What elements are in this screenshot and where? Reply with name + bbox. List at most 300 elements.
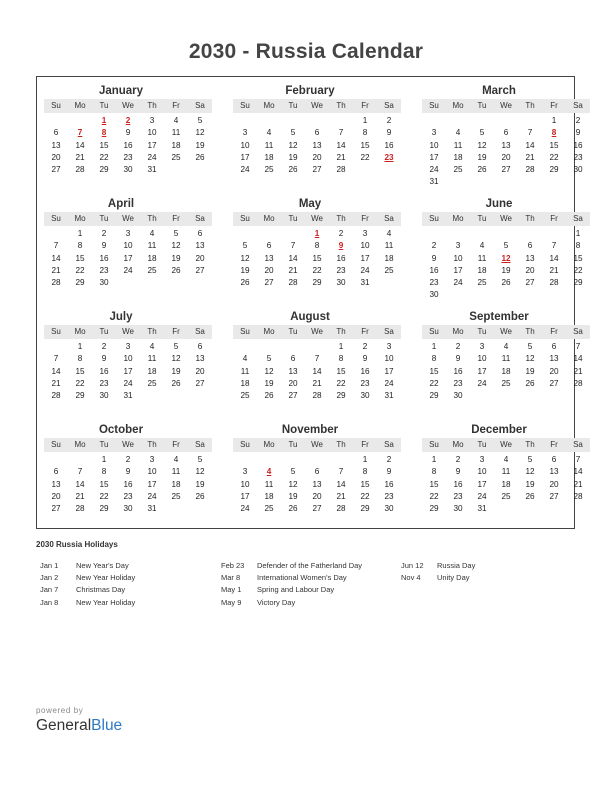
weekday-header: Fr <box>353 99 377 113</box>
day-cell: 7 <box>314 354 320 364</box>
day-cell: 11 <box>264 140 274 150</box>
day-cell: 14 <box>336 479 346 489</box>
day-cell: 10 <box>240 140 250 150</box>
day-cell: 20 <box>288 378 298 388</box>
day-cell: 27 <box>312 165 322 175</box>
day-cell: 23 <box>453 378 463 388</box>
day-cell: 29 <box>99 165 109 175</box>
weekday-header: Sa <box>566 438 590 452</box>
day-cell: 8 <box>431 467 437 477</box>
day-cell: 29 <box>549 165 559 175</box>
day-cell: 11 <box>384 241 394 251</box>
empty-day-cell <box>44 115 68 127</box>
weekday-header: Tu <box>281 438 305 452</box>
day-cell: 25 <box>453 165 463 175</box>
day-cell: 13 <box>264 253 274 263</box>
day-cell: 1 <box>77 342 83 351</box>
holiday-name: New Year Holiday <box>76 597 136 607</box>
day-cell: 31 <box>147 165 157 175</box>
day-cell: 27 <box>195 265 205 275</box>
empty-day-cell <box>422 228 446 240</box>
weekday-header: Th <box>140 325 164 339</box>
day-cell: 19 <box>195 479 205 489</box>
day-cell: 26 <box>525 378 535 388</box>
month-grid <box>422 212 583 302</box>
day-cell: 27 <box>195 378 205 388</box>
day-cell: 9 <box>575 128 581 138</box>
day-cell: 12 <box>240 253 250 263</box>
day-cell: 3 <box>479 342 485 351</box>
weekday-header: Th <box>140 438 164 452</box>
weekday-header: Th <box>518 99 542 113</box>
day-cell: 7 <box>527 128 533 138</box>
day-cell: 2 <box>362 342 368 351</box>
day-cell: 6 <box>314 467 320 477</box>
month-grid <box>422 325 583 402</box>
day-cell: 24 <box>477 491 487 501</box>
day-cell: 26 <box>264 391 274 401</box>
day-cell: 14 <box>288 253 298 263</box>
holiday-date: Jun 12 <box>401 561 424 570</box>
empty-day-cell <box>257 454 281 466</box>
day-cell: 19 <box>195 140 205 150</box>
weekday-header: Tu <box>92 325 116 339</box>
day-cell: 5 <box>290 128 296 138</box>
day-cell: 25 <box>171 152 181 162</box>
day-cell: 10 <box>240 479 250 489</box>
day-cell: 5 <box>197 455 203 464</box>
day-cell: 1 <box>431 455 437 464</box>
day-cell: 16 <box>429 265 439 275</box>
holiday-day-cell: 8 <box>551 128 557 138</box>
empty-day-cell <box>68 454 92 466</box>
day-cell: 12 <box>171 354 181 364</box>
day-cell: 1 <box>338 342 344 351</box>
empty-day-cell <box>305 454 329 466</box>
day-cell: 20 <box>525 265 535 275</box>
month-grid <box>233 212 394 289</box>
day-cell: 15 <box>99 479 109 489</box>
day-cell: 27 <box>264 278 274 288</box>
day-cell: 9 <box>125 467 131 477</box>
holiday-name: Russia Day <box>437 561 476 570</box>
day-cell: 29 <box>312 278 322 288</box>
day-cell: 9 <box>386 467 392 477</box>
day-cell: 22 <box>573 265 583 275</box>
day-cell: 9 <box>125 128 131 138</box>
day-cell: 13 <box>195 354 205 364</box>
day-cell: 19 <box>240 265 250 275</box>
day-cell: 14 <box>75 479 85 489</box>
holiday-date: Mar 8 <box>221 573 241 583</box>
month-name: July <box>109 311 133 323</box>
day-cell: 17 <box>240 152 250 162</box>
month-grid <box>233 99 394 176</box>
day-cell: 6 <box>551 342 557 351</box>
day-cell: 20 <box>195 253 205 263</box>
day-cell: 11 <box>171 128 181 138</box>
day-cell: 26 <box>195 152 205 162</box>
day-cell: 4 <box>503 342 509 351</box>
month-name: October <box>98 424 144 436</box>
day-cell: 24 <box>123 265 133 275</box>
weekday-header: Fr <box>353 212 377 226</box>
day-cell: 25 <box>171 491 181 501</box>
month-name: May <box>298 198 322 210</box>
day-cell: 17 <box>429 152 439 162</box>
empty-day-cell <box>281 115 305 127</box>
day-cell: 4 <box>479 241 485 251</box>
day-cell: 15 <box>429 479 439 489</box>
day-cell: 21 <box>336 152 346 162</box>
month-name: August <box>290 311 330 323</box>
weekday-header: Tu <box>92 438 116 452</box>
weekday-header: Th <box>329 325 353 339</box>
powered-by-text: powered by <box>36 706 84 715</box>
empty-day-cell <box>305 115 329 127</box>
day-cell: 9 <box>455 354 461 364</box>
empty-day-cell <box>233 341 257 353</box>
holiday-column-3 <box>401 560 475 584</box>
day-cell: 2 <box>386 455 392 464</box>
day-cell: 25 <box>264 165 274 175</box>
day-cell: 8 <box>338 354 344 364</box>
empty-day-cell <box>518 115 542 127</box>
month-grid <box>44 99 205 176</box>
weekday-header: Sa <box>377 438 401 452</box>
day-cell: 24 <box>453 278 463 288</box>
day-cell: 20 <box>549 366 559 376</box>
day-cell: 17 <box>147 479 157 489</box>
day-cell: 26 <box>240 278 250 288</box>
day-cell: 27 <box>501 165 511 175</box>
day-cell: 26 <box>501 278 511 288</box>
weekday-header: Th <box>518 212 542 226</box>
day-cell: 29 <box>99 504 109 514</box>
day-cell: 3 <box>455 241 461 251</box>
day-cell: 25 <box>264 504 274 514</box>
day-cell: 21 <box>573 479 583 489</box>
day-cell: 16 <box>99 366 109 376</box>
weekday-header: We <box>494 325 518 339</box>
weekday-header: We <box>116 212 140 226</box>
empty-day-cell <box>257 228 281 240</box>
day-cell: 6 <box>53 467 59 477</box>
weekday-header: Fr <box>542 212 566 226</box>
day-cell: 11 <box>147 354 157 364</box>
month-name: April <box>107 198 135 210</box>
day-cell: 18 <box>171 479 181 489</box>
empty-day-cell <box>446 115 470 127</box>
day-cell: 10 <box>384 354 394 364</box>
month-grid <box>44 438 205 515</box>
day-cell: 25 <box>501 378 511 388</box>
weekday-header: Su <box>422 325 446 339</box>
day-cell: 16 <box>384 140 394 150</box>
day-cell: 28 <box>573 378 583 388</box>
holiday-day-cell: 23 <box>384 152 394 162</box>
day-cell: 13 <box>51 140 61 150</box>
weekday-header: Th <box>518 438 542 452</box>
day-cell: 6 <box>290 354 296 364</box>
day-cell: 18 <box>501 366 511 376</box>
day-cell: 8 <box>77 354 83 364</box>
month-name: March <box>482 85 516 97</box>
day-cell: 2 <box>455 455 461 464</box>
day-cell: 28 <box>75 504 85 514</box>
day-cell: 28 <box>51 278 61 288</box>
weekday-header: We <box>116 438 140 452</box>
day-cell: 13 <box>549 467 559 477</box>
day-cell: 25 <box>477 278 487 288</box>
day-cell: 23 <box>123 491 133 501</box>
day-cell: 4 <box>455 128 461 138</box>
day-cell: 6 <box>197 342 203 351</box>
day-cell: 15 <box>99 140 109 150</box>
holiday-name: New Year's Day <box>76 561 129 570</box>
holiday-column-1 <box>40 560 135 609</box>
weekday-header: Mo <box>68 99 92 113</box>
day-cell: 11 <box>501 467 511 477</box>
empty-day-cell <box>494 228 518 240</box>
day-cell: 14 <box>336 140 346 150</box>
day-cell: 21 <box>75 152 85 162</box>
month-grid <box>233 438 394 515</box>
holiday-day-cell: 1 <box>101 116 107 125</box>
day-cell: 21 <box>573 366 583 376</box>
weekday-header: Th <box>329 212 353 226</box>
day-cell: 17 <box>384 366 394 376</box>
day-cell: 16 <box>360 366 370 376</box>
day-cell: 9 <box>386 128 392 138</box>
day-cell: 30 <box>453 391 463 401</box>
day-cell: 26 <box>477 165 487 175</box>
day-cell: 1 <box>431 342 437 351</box>
day-cell: 26 <box>288 504 298 514</box>
day-cell: 13 <box>525 253 535 263</box>
day-cell: 2 <box>101 229 107 238</box>
day-cell: 30 <box>123 165 133 175</box>
day-cell: 20 <box>501 152 511 162</box>
day-cell: 6 <box>197 229 203 238</box>
weekday-header: Fr <box>542 438 566 452</box>
day-cell: 19 <box>288 152 298 162</box>
day-cell: 31 <box>360 278 370 288</box>
weekday-header: Fr <box>164 99 188 113</box>
month-11 <box>233 423 394 515</box>
weekday-header: Tu <box>281 212 305 226</box>
day-cell: 16 <box>99 253 109 263</box>
empty-day-cell <box>446 228 470 240</box>
weekday-header: Sa <box>377 212 401 226</box>
day-cell: 7 <box>575 455 581 464</box>
day-cell: 28 <box>312 391 322 401</box>
day-cell: 19 <box>525 366 535 376</box>
day-cell: 30 <box>99 278 109 288</box>
day-cell: 24 <box>240 165 250 175</box>
day-cell: 10 <box>147 467 157 477</box>
day-cell: 20 <box>51 491 61 501</box>
day-cell: 2 <box>431 241 437 251</box>
day-cell: 10 <box>477 354 487 364</box>
day-cell: 13 <box>312 479 322 489</box>
day-cell: 3 <box>242 128 248 138</box>
day-cell: 15 <box>360 479 370 489</box>
day-cell: 16 <box>573 140 583 150</box>
day-cell: 5 <box>503 241 509 251</box>
weekday-header: We <box>305 438 329 452</box>
day-cell: 9 <box>101 241 107 251</box>
holiday-name: Unity Day <box>437 573 470 583</box>
day-cell: 17 <box>477 366 487 376</box>
day-cell: 25 <box>147 378 157 388</box>
day-cell: 18 <box>501 479 511 489</box>
day-cell: 3 <box>479 455 485 464</box>
day-cell: 10 <box>429 140 439 150</box>
day-cell: 30 <box>453 504 463 514</box>
day-cell: 29 <box>75 391 85 401</box>
day-cell: 3 <box>125 342 131 351</box>
day-cell: 22 <box>429 378 439 388</box>
day-cell: 12 <box>525 354 535 364</box>
day-cell: 24 <box>147 152 157 162</box>
day-cell: 18 <box>147 253 157 263</box>
day-cell: 21 <box>549 265 559 275</box>
day-cell: 6 <box>266 241 272 251</box>
day-cell: 11 <box>147 241 157 251</box>
weekday-header: Su <box>233 325 257 339</box>
day-cell: 19 <box>501 265 511 275</box>
weekday-header: Su <box>233 438 257 452</box>
day-cell: 22 <box>360 152 370 162</box>
day-cell: 12 <box>195 467 205 477</box>
day-cell: 23 <box>99 378 109 388</box>
day-cell: 22 <box>99 152 109 162</box>
day-cell: 18 <box>477 265 487 275</box>
day-cell: 13 <box>312 140 322 150</box>
month-4 <box>44 197 205 289</box>
holiday-date: Jan 1 <box>40 561 59 570</box>
day-cell: 24 <box>123 378 133 388</box>
day-cell: 17 <box>123 253 133 263</box>
day-cell: 11 <box>171 467 181 477</box>
day-cell: 7 <box>77 467 83 477</box>
day-cell: 16 <box>453 366 463 376</box>
weekday-header: Tu <box>470 212 494 226</box>
day-cell: 23 <box>99 265 109 275</box>
day-cell: 3 <box>431 128 437 138</box>
day-cell: 7 <box>338 128 344 138</box>
empty-day-cell <box>305 341 329 353</box>
day-cell: 5 <box>527 455 533 464</box>
day-cell: 30 <box>336 278 346 288</box>
weekday-header: Su <box>233 212 257 226</box>
day-cell: 21 <box>51 265 61 275</box>
month-2 <box>233 84 394 176</box>
day-cell: 4 <box>173 455 179 464</box>
day-cell: 12 <box>264 366 274 376</box>
day-cell: 31 <box>477 504 487 514</box>
weekday-header: We <box>305 99 329 113</box>
day-cell: 7 <box>53 241 59 251</box>
weekday-header: Fr <box>353 325 377 339</box>
day-cell: 10 <box>477 467 487 477</box>
day-cell: 13 <box>549 354 559 364</box>
day-cell: 25 <box>147 265 157 275</box>
day-cell: 18 <box>384 253 394 263</box>
weekday-header: We <box>116 325 140 339</box>
month-1 <box>44 84 205 176</box>
day-cell: 16 <box>384 479 394 489</box>
day-cell: 28 <box>573 491 583 501</box>
holiday-date: May 9 <box>221 597 242 607</box>
day-cell: 21 <box>51 378 61 388</box>
weekday-header: Mo <box>446 99 470 113</box>
weekday-header: Fr <box>164 325 188 339</box>
weekday-header: Sa <box>566 325 590 339</box>
day-cell: 31 <box>429 177 439 187</box>
empty-day-cell <box>494 115 518 127</box>
day-cell: 30 <box>573 165 583 175</box>
day-cell: 26 <box>195 491 205 501</box>
day-cell: 28 <box>75 165 85 175</box>
day-cell: 12 <box>288 140 298 150</box>
day-cell: 10 <box>123 354 133 364</box>
holiday-day-cell: 4 <box>266 467 272 477</box>
day-cell: 22 <box>549 152 559 162</box>
weekday-header: Su <box>44 325 68 339</box>
day-cell: 27 <box>288 391 298 401</box>
weekday-header: Fr <box>164 212 188 226</box>
weekday-header: Su <box>233 99 257 113</box>
holiday-entry <box>40 597 135 609</box>
day-cell: 29 <box>573 278 583 288</box>
day-cell: 24 <box>384 378 394 388</box>
day-cell: 9 <box>101 354 107 364</box>
day-cell: 13 <box>288 366 298 376</box>
holiday-entry <box>401 560 475 572</box>
day-cell: 5 <box>479 128 485 138</box>
day-cell: 27 <box>51 504 61 514</box>
day-cell: 21 <box>75 491 85 501</box>
day-cell: 3 <box>242 467 248 477</box>
day-cell: 29 <box>336 391 346 401</box>
weekday-header: Tu <box>92 212 116 226</box>
day-cell: 5 <box>173 229 179 238</box>
day-cell: 14 <box>549 253 559 263</box>
day-cell: 7 <box>290 241 296 251</box>
generalblue-logo[interactable] <box>36 717 122 735</box>
weekday-header: Sa <box>188 325 212 339</box>
day-cell: 6 <box>503 128 509 138</box>
holiday-name: International Women's Day <box>257 573 347 583</box>
holiday-name: Spring and Labour Day <box>257 585 335 595</box>
empty-day-cell <box>257 115 281 127</box>
day-cell: 5 <box>173 342 179 351</box>
day-cell: 1 <box>575 229 581 238</box>
empty-day-cell <box>68 115 92 127</box>
day-cell: 2 <box>455 342 461 351</box>
month-10 <box>44 423 205 515</box>
day-cell: 11 <box>501 354 511 364</box>
empty-day-cell <box>281 454 305 466</box>
day-cell: 5 <box>266 354 272 364</box>
day-cell: 17 <box>360 253 370 263</box>
day-cell: 29 <box>75 278 85 288</box>
day-cell: 8 <box>575 241 581 251</box>
day-cell: 17 <box>123 366 133 376</box>
holiday-entry <box>40 572 135 584</box>
